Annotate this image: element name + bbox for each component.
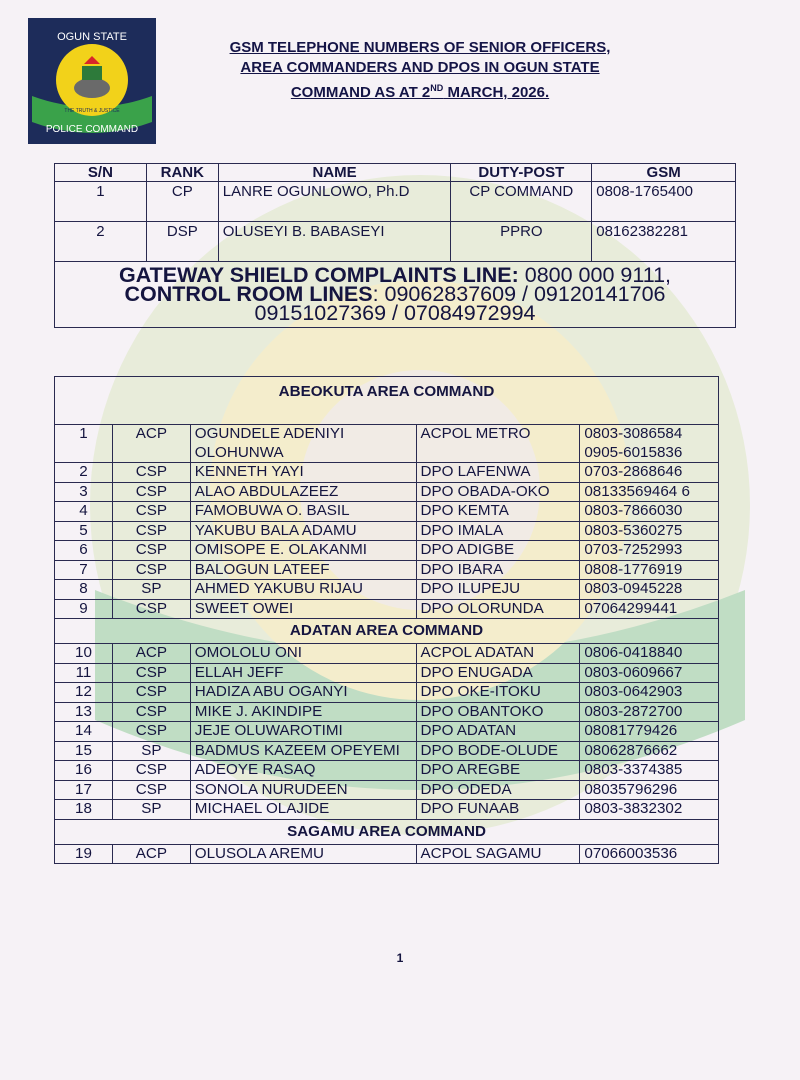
cell-rank: CSP: [112, 482, 190, 502]
cell-post: ACPOL METRO: [416, 425, 580, 463]
title-line-3-post: MARCH, 2026.: [443, 84, 550, 101]
cell-sn: 11: [55, 663, 113, 683]
table-row: [55, 644, 719, 664]
cell-rank: ACP: [112, 425, 190, 463]
cell-post: DPO ILUPEJU: [416, 580, 580, 600]
cell-sn: 2: [55, 222, 147, 262]
cell-gsm: 0803-5360275: [580, 521, 719, 541]
cell-post: DPO OKE-ITOKU: [416, 683, 580, 703]
title-line-1: GSM TELEPHONE NUMBERS OF SENIOR OFFICERS,: [229, 39, 611, 56]
cell-sn: 1: [55, 182, 147, 222]
table-row: [55, 502, 719, 522]
cell-sn: 19: [55, 844, 113, 864]
cell-rank: SP: [112, 800, 190, 820]
cell-sn: 16: [55, 761, 113, 781]
gateway-number: 0800 000 9111,: [518, 263, 671, 287]
cell-sn: 15: [55, 741, 113, 761]
table-row: [55, 425, 719, 463]
cell-sn: 8: [55, 580, 113, 600]
cell-gsm: 0803-0642903: [580, 683, 719, 703]
cell-name: JEJE OLUWAROTIMI: [190, 722, 416, 742]
table-row: [55, 780, 719, 800]
gateway-line-3: 09151027369 / 07084972994: [254, 301, 536, 325]
cell-gsm: 0808-1765400: [592, 182, 736, 222]
cell-name: OGUNDELE ADENIYI OLOHUNWA: [190, 425, 416, 463]
cell-gsm: 0806-0418840: [580, 644, 719, 664]
cell-name: SONOLA NURUDEEN: [190, 780, 416, 800]
cell-post: DPO OLORUNDA: [416, 599, 580, 619]
cell-sn: 6: [55, 541, 113, 561]
cell-post: DPO ADIGBE: [416, 541, 580, 561]
title-line-3-sup: ND: [430, 83, 444, 93]
gateway-lines: [55, 262, 736, 328]
cell-rank: CSP: [112, 560, 190, 580]
cell-gsm: 08062876662: [580, 741, 719, 761]
cell-name: MICHAEL OLAJIDE: [190, 800, 416, 820]
cell-name: OMOLOLU ONI: [190, 644, 416, 664]
cell-gsm-2: 0905-6015836: [584, 443, 683, 461]
cell-sn: 4: [55, 502, 113, 522]
cell-rank: CSP: [112, 599, 190, 619]
cell-rank: CSP: [112, 541, 190, 561]
cell-name: FAMOBUWA O. BASIL: [190, 502, 416, 522]
cell-rank: SP: [112, 741, 190, 761]
table-row: [55, 541, 719, 561]
cell-sn: 13: [55, 702, 113, 722]
cell-name: SWEET OWEI: [190, 599, 416, 619]
cell-post: ACPOL SAGAMU: [416, 844, 580, 864]
table-row: [55, 580, 719, 600]
cell-name: ALAO ABDULAZEEZ: [190, 482, 416, 502]
cell-name: BADMUS KAZEEM OPEYEMI: [190, 741, 416, 761]
table-row: [55, 560, 719, 580]
cell-post: DPO FUNAAB: [416, 800, 580, 820]
cell-duty-post: PPRO: [451, 222, 592, 262]
cell-post: DPO IMALA: [416, 521, 580, 541]
table-row: [55, 182, 736, 222]
cell-name: ELLAH JEFF: [190, 663, 416, 683]
cell-gsm: 0808-1776919: [580, 560, 719, 580]
senior-officers-table: [54, 163, 736, 328]
cell-gsm: 0803-3374385: [580, 761, 719, 781]
table-row: [55, 663, 719, 683]
cell-rank: CSP: [112, 663, 190, 683]
cell-sn: 12: [55, 683, 113, 703]
cell-gsm: 08081779426: [580, 722, 719, 742]
gateway-row: [55, 262, 736, 328]
cell-name: YAKUBU BALA ADAMU: [190, 521, 416, 541]
table-row: [55, 683, 719, 703]
area-command-header: [55, 377, 719, 425]
logo-bottom-text: POLICE COMMAND: [45, 124, 139, 135]
logo-motto: THE TRUTH & JUSTICE: [64, 108, 120, 114]
cell-gsm: 0803-7866030: [580, 502, 719, 522]
cell-post: DPO OBADA-OKO: [416, 482, 580, 502]
control-room-label: CONTROL ROOM LINES: [124, 282, 373, 306]
cell-rank: CSP: [112, 761, 190, 781]
cell-sn: 18: [55, 800, 113, 820]
ogun-state-police-logo: [28, 18, 156, 144]
cell-name: ADEOYE RASAQ: [190, 761, 416, 781]
cell-gsm: 07066003536: [580, 844, 719, 864]
cell-rank: SP: [112, 580, 190, 600]
gateway-label: GATEWAY SHIELD COMPLAINTS LINE:: [119, 263, 519, 287]
cell-gsm: 0803-0609667: [580, 663, 719, 683]
table-row: [55, 741, 719, 761]
table-row: [55, 463, 719, 483]
cell-post: DPO IBARA: [416, 560, 580, 580]
cell-rank: CSP: [112, 702, 190, 722]
cell-gsm: 0803-2872700: [580, 702, 719, 722]
area-command-header: [55, 619, 719, 644]
title-line-3-pre: COMMAND AS AT 2: [290, 84, 431, 101]
cell-name: LANRE OGUNLOWO, Ph.D: [218, 182, 451, 222]
cell-sn: 3: [55, 482, 113, 502]
cell-rank: CSP: [112, 722, 190, 742]
cell-name: AHMED YAKUBU RIJAU: [190, 580, 416, 600]
table-header-row: [55, 164, 736, 182]
cell-gsm: 0703-2868646: [580, 463, 719, 483]
cell-gsm: [580, 425, 719, 463]
cell-gsm: 07064299441: [580, 599, 719, 619]
area-command-title: ABEOKUTA AREA COMMAND: [55, 377, 719, 425]
cell-post: DPO BODE-OLUDE: [416, 741, 580, 761]
table-row: [55, 222, 736, 262]
cell-name: OLUSEYI B. BABASEYI: [218, 222, 451, 262]
cell-gsm-1: 0803-3086584: [584, 425, 683, 442]
area-commands-table: [54, 376, 719, 864]
table-row: [55, 521, 719, 541]
page-number: 1: [396, 951, 404, 965]
cell-rank: ACP: [112, 844, 190, 864]
cell-gsm: 0803-0945228: [580, 580, 719, 600]
cell-post: ACPOL ADATAN: [416, 644, 580, 664]
cell-post: DPO ENUGADA: [416, 663, 580, 683]
header-rank: RANK: [146, 164, 218, 182]
table-row: [55, 482, 719, 502]
cell-sn: 10: [55, 644, 113, 664]
cell-name: BALOGUN LATEEF: [190, 560, 416, 580]
cell-sn: 1: [55, 425, 113, 463]
cell-name: MIKE J. AKINDIPE: [190, 702, 416, 722]
cell-rank: ACP: [112, 644, 190, 664]
header-sn: S/N: [55, 164, 147, 182]
cell-name: KENNETH YAYI: [190, 463, 416, 483]
cell-post: DPO OBANTOKO: [416, 702, 580, 722]
table-row: [55, 599, 719, 619]
table-row: [55, 761, 719, 781]
cell-gsm: 08162382281: [592, 222, 736, 262]
cell-rank: CSP: [112, 521, 190, 541]
table-row: [55, 722, 719, 742]
cell-sn: 7: [55, 560, 113, 580]
cell-duty-post: CP COMMAND: [451, 182, 592, 222]
cell-rank: DSP: [146, 222, 218, 262]
cell-sn: 9: [55, 599, 113, 619]
table-row: [55, 800, 719, 820]
cell-gsm: 0703-7252993: [580, 541, 719, 561]
cell-post: DPO LAFENWA: [416, 463, 580, 483]
control-room-numbers: : 09062837609 / 09120141706: [372, 282, 666, 306]
cell-gsm: 0803-3832302: [580, 800, 719, 820]
title-line-3: [170, 78, 670, 103]
cell-sn: 14: [55, 722, 113, 742]
area-command-title: ADATAN AREA COMMAND: [55, 619, 719, 644]
cell-post: DPO KEMTA: [416, 502, 580, 522]
header-name: NAME: [218, 164, 451, 182]
cell-name: OMISOPE E. OLAKANMI: [190, 541, 416, 561]
cell-name: OLUSOLA AREMU: [190, 844, 416, 864]
cell-rank: CP: [146, 182, 218, 222]
cell-sn: 17: [55, 780, 113, 800]
table-row: [55, 702, 719, 722]
title-line-2: AREA COMMANDERS AND DPOS IN OGUN STATE: [240, 59, 600, 76]
cell-sn: 5: [55, 521, 113, 541]
table-row: [55, 844, 719, 864]
cell-sn: 2: [55, 463, 113, 483]
logo-top-text: OGUN STATE: [57, 31, 127, 43]
cell-gsm: 08133569464 6: [580, 482, 719, 502]
cell-post: DPO ODEDA: [416, 780, 580, 800]
area-command-header: [55, 819, 719, 844]
header-duty-post: DUTY-POST: [451, 164, 592, 182]
document-title: [170, 38, 670, 103]
cell-rank: CSP: [112, 502, 190, 522]
cell-post: DPO AREGBE: [416, 761, 580, 781]
cell-rank: CSP: [112, 683, 190, 703]
area-command-title: SAGAMU AREA COMMAND: [55, 819, 719, 844]
cell-rank: CSP: [112, 780, 190, 800]
cell-rank: CSP: [112, 463, 190, 483]
cell-post: DPO ADATAN: [416, 722, 580, 742]
cell-name: HADIZA ABU OGANYI: [190, 683, 416, 703]
cell-gsm: 08035796296: [580, 780, 719, 800]
header-gsm: GSM: [592, 164, 736, 182]
